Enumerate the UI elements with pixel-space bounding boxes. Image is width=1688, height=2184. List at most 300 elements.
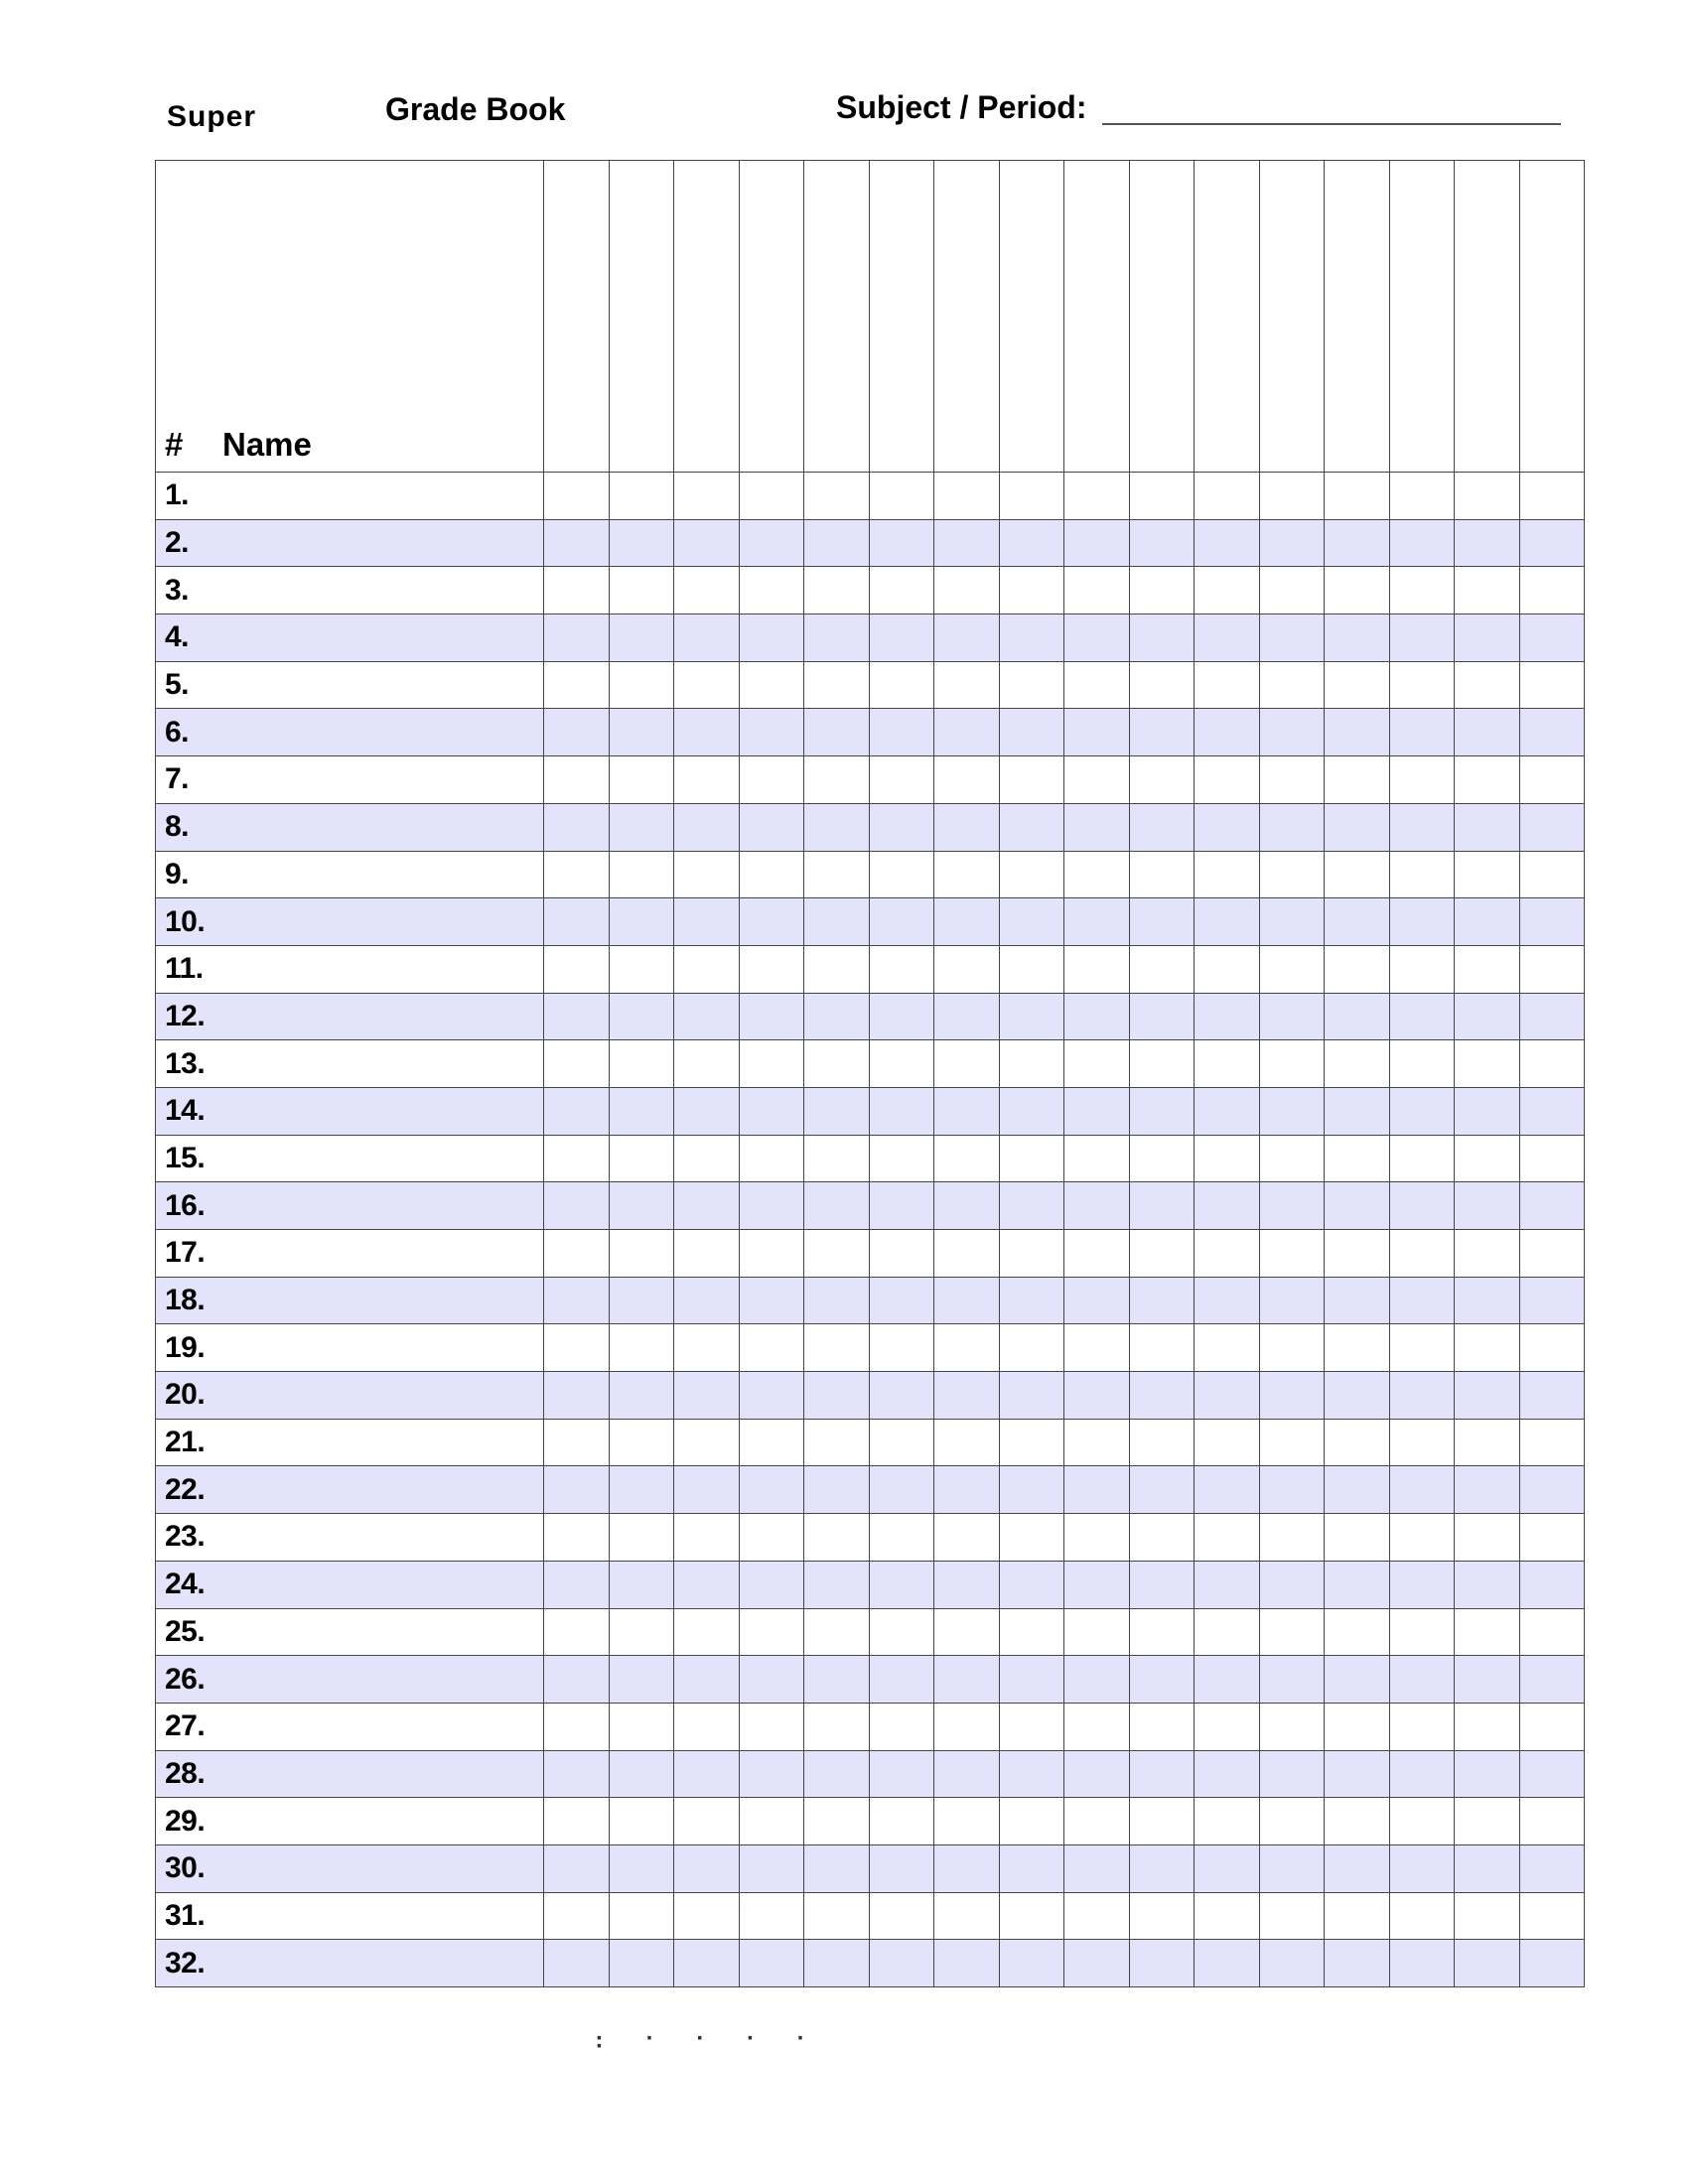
grade-cell[interactable] — [1195, 473, 1260, 520]
grade-cell[interactable] — [1389, 1514, 1455, 1562]
grade-cell[interactable] — [609, 1182, 674, 1230]
grade-cell[interactable] — [999, 1324, 1064, 1372]
grade-column-header[interactable] — [1455, 161, 1520, 473]
grade-cell[interactable] — [1519, 567, 1585, 614]
grade-cell[interactable] — [1455, 1182, 1520, 1230]
grade-cell[interactable] — [1129, 1608, 1195, 1656]
grade-cell[interactable] — [739, 1087, 804, 1135]
grade-cell[interactable] — [934, 993, 1000, 1040]
grade-cell[interactable] — [934, 519, 1000, 567]
grade-cell[interactable] — [804, 709, 870, 756]
grade-cell[interactable] — [1325, 1087, 1390, 1135]
grade-cell[interactable] — [1389, 1182, 1455, 1230]
grade-cell[interactable] — [1129, 709, 1195, 756]
grade-cell[interactable] — [1195, 519, 1260, 567]
grade-cell[interactable] — [804, 993, 870, 1040]
grade-cell[interactable] — [1455, 519, 1520, 567]
grade-cell[interactable] — [1259, 519, 1325, 567]
grade-cell[interactable] — [869, 519, 934, 567]
grade-cell[interactable] — [934, 1940, 1000, 1987]
grade-cell[interactable] — [544, 661, 610, 709]
grade-cell[interactable] — [1455, 1372, 1520, 1420]
grade-cell[interactable] — [1064, 661, 1130, 709]
grade-cell[interactable] — [739, 661, 804, 709]
grade-cell[interactable] — [1129, 473, 1195, 520]
student-name-cell[interactable]: 28. — [156, 1750, 544, 1798]
grade-cell[interactable] — [1519, 1324, 1585, 1372]
grade-cell[interactable] — [999, 756, 1064, 804]
grade-cell[interactable] — [674, 614, 740, 662]
grade-cell[interactable] — [1259, 1040, 1325, 1088]
grade-cell[interactable] — [869, 614, 934, 662]
grade-cell[interactable] — [1455, 756, 1520, 804]
grade-cell[interactable] — [1455, 945, 1520, 993]
grade-cell[interactable] — [1325, 803, 1390, 851]
grade-cell[interactable] — [1259, 1844, 1325, 1892]
grade-cell[interactable] — [934, 661, 1000, 709]
grade-cell[interactable] — [674, 519, 740, 567]
student-name-cell[interactable]: 24. — [156, 1561, 544, 1608]
grade-cell[interactable] — [544, 1182, 610, 1230]
grade-cell[interactable] — [1259, 1892, 1325, 1940]
grade-cell[interactable] — [1455, 1230, 1520, 1278]
grade-cell[interactable] — [1519, 803, 1585, 851]
grade-cell[interactable] — [1064, 1466, 1130, 1514]
grade-cell[interactable] — [1259, 993, 1325, 1040]
grade-cell[interactable] — [544, 1324, 610, 1372]
grade-cell[interactable] — [934, 1703, 1000, 1750]
grade-cell[interactable] — [1325, 945, 1390, 993]
student-name-cell[interactable]: 25. — [156, 1608, 544, 1656]
grade-cell[interactable] — [1195, 1230, 1260, 1278]
grade-cell[interactable] — [1259, 1182, 1325, 1230]
student-name-cell[interactable]: 2. — [156, 519, 544, 567]
grade-cell[interactable] — [544, 1656, 610, 1704]
student-name-cell[interactable]: 23. — [156, 1514, 544, 1562]
grade-cell[interactable] — [1389, 1561, 1455, 1608]
grade-cell[interactable] — [674, 1466, 740, 1514]
grade-cell[interactable] — [1325, 898, 1390, 946]
grade-cell[interactable] — [739, 1324, 804, 1372]
grade-cell[interactable] — [804, 1750, 870, 1798]
grade-cell[interactable] — [1129, 661, 1195, 709]
grade-cell[interactable] — [1064, 1277, 1130, 1324]
student-name-cell[interactable]: 12. — [156, 993, 544, 1040]
grade-cell[interactable] — [674, 1324, 740, 1372]
grade-cell[interactable] — [1455, 1656, 1520, 1704]
grade-cell[interactable] — [804, 1608, 870, 1656]
grade-cell[interactable] — [739, 1892, 804, 1940]
grade-cell[interactable] — [1519, 1844, 1585, 1892]
grade-cell[interactable] — [609, 1040, 674, 1088]
grade-cell[interactable] — [1195, 709, 1260, 756]
grade-cell[interactable] — [934, 1466, 1000, 1514]
grade-cell[interactable] — [609, 756, 674, 804]
grade-cell[interactable] — [1519, 1277, 1585, 1324]
grade-cell[interactable] — [739, 1135, 804, 1182]
student-name-cell[interactable]: 10. — [156, 898, 544, 946]
grade-cell[interactable] — [1389, 1135, 1455, 1182]
grade-cell[interactable] — [1389, 1466, 1455, 1514]
grade-cell[interactable] — [934, 473, 1000, 520]
grade-cell[interactable] — [609, 803, 674, 851]
grade-cell[interactable] — [1195, 1087, 1260, 1135]
grade-cell[interactable] — [999, 1419, 1064, 1466]
grade-cell[interactable] — [544, 1277, 610, 1324]
grade-cell[interactable] — [1129, 1230, 1195, 1278]
student-name-cell[interactable]: 14. — [156, 1087, 544, 1135]
student-name-cell[interactable]: 16. — [156, 1182, 544, 1230]
grade-cell[interactable] — [804, 1798, 870, 1845]
grade-cell[interactable] — [869, 1798, 934, 1845]
grade-column-header[interactable] — [609, 161, 674, 473]
grade-cell[interactable] — [1325, 519, 1390, 567]
grade-cell[interactable] — [1455, 803, 1520, 851]
student-name-cell[interactable]: 4. — [156, 614, 544, 662]
grade-cell[interactable] — [674, 1798, 740, 1845]
grade-cell[interactable] — [1325, 1040, 1390, 1088]
grade-cell[interactable] — [739, 1372, 804, 1420]
grade-cell[interactable] — [1259, 1087, 1325, 1135]
grade-cell[interactable] — [1389, 1798, 1455, 1845]
grade-cell[interactable] — [1325, 1277, 1390, 1324]
grade-cell[interactable] — [869, 1514, 934, 1562]
grade-cell[interactable] — [1325, 1798, 1390, 1845]
grade-cell[interactable] — [999, 614, 1064, 662]
grade-cell[interactable] — [804, 1892, 870, 1940]
grade-cell[interactable] — [674, 1703, 740, 1750]
grade-cell[interactable] — [739, 567, 804, 614]
student-name-cell[interactable]: 20. — [156, 1372, 544, 1420]
grade-cell[interactable] — [999, 567, 1064, 614]
grade-cell[interactable] — [1064, 945, 1130, 993]
grade-cell[interactable] — [1519, 473, 1585, 520]
grade-cell[interactable] — [1455, 898, 1520, 946]
student-name-cell[interactable]: 15. — [156, 1135, 544, 1182]
grade-cell[interactable] — [1064, 756, 1130, 804]
grade-cell[interactable] — [1064, 1040, 1130, 1088]
grade-cell[interactable] — [739, 1514, 804, 1562]
grade-column-header[interactable] — [934, 161, 1000, 473]
grade-cell[interactable] — [1259, 1324, 1325, 1372]
grade-cell[interactable] — [934, 1750, 1000, 1798]
grade-cell[interactable] — [1389, 473, 1455, 520]
grade-cell[interactable] — [1455, 1514, 1520, 1562]
grade-cell[interactable] — [609, 1087, 674, 1135]
grade-cell[interactable] — [1389, 567, 1455, 614]
grade-cell[interactable] — [1519, 993, 1585, 1040]
grade-cell[interactable] — [869, 1277, 934, 1324]
grade-cell[interactable] — [999, 1514, 1064, 1562]
grade-cell[interactable] — [999, 1372, 1064, 1420]
grade-cell[interactable] — [1259, 1750, 1325, 1798]
grade-cell[interactable] — [869, 851, 934, 898]
student-name-cell[interactable]: 22. — [156, 1466, 544, 1514]
grade-cell[interactable] — [1129, 1182, 1195, 1230]
grade-cell[interactable] — [739, 1466, 804, 1514]
grade-column-header[interactable] — [1325, 161, 1390, 473]
grade-cell[interactable] — [674, 1561, 740, 1608]
grade-cell[interactable] — [1129, 1892, 1195, 1940]
grade-cell[interactable] — [1129, 567, 1195, 614]
student-name-cell[interactable]: 7. — [156, 756, 544, 804]
grade-cell[interactable] — [1195, 1892, 1260, 1940]
grade-cell[interactable] — [804, 803, 870, 851]
grade-cell[interactable] — [1259, 898, 1325, 946]
grade-cell[interactable] — [674, 1182, 740, 1230]
grade-cell[interactable] — [1389, 1656, 1455, 1704]
grade-cell[interactable] — [609, 945, 674, 993]
grade-cell[interactable] — [999, 1277, 1064, 1324]
grade-cell[interactable] — [1325, 1372, 1390, 1420]
student-name-cell[interactable]: 18. — [156, 1277, 544, 1324]
grade-cell[interactable] — [999, 1087, 1064, 1135]
grade-cell[interactable] — [674, 1750, 740, 1798]
grade-cell[interactable] — [544, 1703, 610, 1750]
grade-column-header[interactable] — [1389, 161, 1455, 473]
grade-cell[interactable] — [1195, 993, 1260, 1040]
grade-cell[interactable] — [544, 756, 610, 804]
grade-cell[interactable] — [1195, 1324, 1260, 1372]
grade-cell[interactable] — [1519, 1230, 1585, 1278]
grade-cell[interactable] — [804, 473, 870, 520]
grade-cell[interactable] — [804, 1656, 870, 1704]
grade-cell[interactable] — [1129, 756, 1195, 804]
student-name-cell[interactable]: 19. — [156, 1324, 544, 1372]
grade-cell[interactable] — [739, 1703, 804, 1750]
grade-cell[interactable] — [1195, 1040, 1260, 1088]
grade-cell[interactable] — [804, 898, 870, 946]
grade-cell[interactable] — [609, 851, 674, 898]
grade-cell[interactable] — [1389, 1087, 1455, 1135]
grade-cell[interactable] — [609, 1372, 674, 1420]
grade-cell[interactable] — [1455, 1750, 1520, 1798]
grade-cell[interactable] — [1325, 1750, 1390, 1798]
grade-cell[interactable] — [1325, 709, 1390, 756]
grade-cell[interactable] — [1195, 1135, 1260, 1182]
grade-cell[interactable] — [544, 1230, 610, 1278]
student-name-cell[interactable]: 32. — [156, 1940, 544, 1987]
grade-cell[interactable] — [934, 1230, 1000, 1278]
grade-cell[interactable] — [674, 851, 740, 898]
grade-cell[interactable] — [1519, 1040, 1585, 1088]
grade-cell[interactable] — [1129, 1040, 1195, 1088]
grade-cell[interactable] — [544, 1087, 610, 1135]
grade-cell[interactable] — [1389, 1040, 1455, 1088]
grade-cell[interactable] — [804, 1277, 870, 1324]
grade-cell[interactable] — [1325, 1324, 1390, 1372]
grade-cell[interactable] — [1325, 614, 1390, 662]
grade-cell[interactable] — [934, 567, 1000, 614]
grade-cell[interactable] — [869, 945, 934, 993]
grade-cell[interactable] — [1129, 1940, 1195, 1987]
grade-cell[interactable] — [999, 1466, 1064, 1514]
student-name-cell[interactable]: 6. — [156, 709, 544, 756]
grade-cell[interactable] — [609, 614, 674, 662]
grade-cell[interactable] — [1129, 1135, 1195, 1182]
grade-cell[interactable] — [804, 567, 870, 614]
grade-cell[interactable] — [869, 1703, 934, 1750]
grade-cell[interactable] — [999, 1561, 1064, 1608]
grade-cell[interactable] — [1389, 1892, 1455, 1940]
grade-cell[interactable] — [1064, 1135, 1130, 1182]
grade-cell[interactable] — [1389, 803, 1455, 851]
grade-cell[interactable] — [1455, 709, 1520, 756]
grade-cell[interactable] — [1195, 803, 1260, 851]
grade-cell[interactable] — [804, 661, 870, 709]
grade-cell[interactable] — [1519, 614, 1585, 662]
student-name-cell[interactable]: 8. — [156, 803, 544, 851]
grade-cell[interactable] — [739, 898, 804, 946]
grade-cell[interactable] — [999, 519, 1064, 567]
grade-cell[interactable] — [934, 1087, 1000, 1135]
grade-cell[interactable] — [1129, 1466, 1195, 1514]
grade-cell[interactable] — [1519, 1750, 1585, 1798]
grade-cell[interactable] — [739, 1844, 804, 1892]
grade-cell[interactable] — [869, 1230, 934, 1278]
grade-cell[interactable] — [1195, 614, 1260, 662]
grade-cell[interactable] — [739, 1608, 804, 1656]
grade-cell[interactable] — [1455, 661, 1520, 709]
grade-cell[interactable] — [934, 1324, 1000, 1372]
grade-cell[interactable] — [1455, 1277, 1520, 1324]
grade-cell[interactable] — [1389, 1703, 1455, 1750]
grade-cell[interactable] — [1389, 519, 1455, 567]
student-name-cell[interactable]: 29. — [156, 1798, 544, 1845]
grade-cell[interactable] — [1389, 1750, 1455, 1798]
grade-cell[interactable] — [1389, 1372, 1455, 1420]
grade-cell[interactable] — [934, 1798, 1000, 1845]
grade-cell[interactable] — [869, 1844, 934, 1892]
grade-cell[interactable] — [1064, 1182, 1130, 1230]
grade-cell[interactable] — [869, 898, 934, 946]
grade-cell[interactable] — [804, 1514, 870, 1562]
grade-cell[interactable] — [674, 1040, 740, 1088]
grade-cell[interactable] — [1325, 1514, 1390, 1562]
student-name-cell[interactable]: 17. — [156, 1230, 544, 1278]
grade-cell[interactable] — [999, 1656, 1064, 1704]
grade-cell[interactable] — [1389, 1324, 1455, 1372]
grade-cell[interactable] — [1259, 1798, 1325, 1845]
grade-cell[interactable] — [674, 803, 740, 851]
grade-column-header[interactable] — [804, 161, 870, 473]
grade-cell[interactable] — [1455, 1703, 1520, 1750]
grade-cell[interactable] — [1455, 567, 1520, 614]
grade-cell[interactable] — [804, 756, 870, 804]
grade-cell[interactable] — [1325, 1230, 1390, 1278]
grade-cell[interactable] — [934, 1561, 1000, 1608]
grade-cell[interactable] — [609, 1230, 674, 1278]
grade-cell[interactable] — [934, 614, 1000, 662]
grade-cell[interactable] — [544, 1135, 610, 1182]
grade-cell[interactable] — [1064, 993, 1130, 1040]
grade-cell[interactable] — [1195, 1750, 1260, 1798]
grade-cell[interactable] — [739, 1230, 804, 1278]
grade-cell[interactable] — [1195, 851, 1260, 898]
grade-cell[interactable] — [804, 851, 870, 898]
grade-cell[interactable] — [1259, 945, 1325, 993]
grade-cell[interactable] — [739, 1750, 804, 1798]
grade-cell[interactable] — [609, 473, 674, 520]
grade-cell[interactable] — [739, 1040, 804, 1088]
grade-cell[interactable] — [934, 851, 1000, 898]
grade-cell[interactable] — [1519, 1892, 1585, 1940]
grade-cell[interactable] — [1389, 1277, 1455, 1324]
grade-cell[interactable] — [544, 945, 610, 993]
grade-cell[interactable] — [869, 993, 934, 1040]
grade-column-header[interactable] — [1129, 161, 1195, 473]
grade-cell[interactable] — [1389, 661, 1455, 709]
grade-cell[interactable] — [934, 1514, 1000, 1562]
grade-cell[interactable] — [1259, 756, 1325, 804]
grade-cell[interactable] — [544, 1940, 610, 1987]
grade-column-header[interactable] — [999, 161, 1064, 473]
grade-cell[interactable] — [674, 1419, 740, 1466]
grade-cell[interactable] — [1129, 993, 1195, 1040]
grade-cell[interactable] — [609, 1514, 674, 1562]
grade-cell[interactable] — [869, 1182, 934, 1230]
grade-cell[interactable] — [1259, 1940, 1325, 1987]
grade-cell[interactable] — [804, 1940, 870, 1987]
subject-period-input-line[interactable] — [1102, 123, 1561, 125]
grade-cell[interactable] — [609, 1940, 674, 1987]
grade-cell[interactable] — [1455, 1135, 1520, 1182]
grade-cell[interactable] — [1064, 1608, 1130, 1656]
student-name-cell[interactable]: 3. — [156, 567, 544, 614]
grade-cell[interactable] — [1455, 1798, 1520, 1845]
grade-cell[interactable] — [1325, 1466, 1390, 1514]
grade-cell[interactable] — [1519, 1703, 1585, 1750]
grade-cell[interactable] — [999, 1892, 1064, 1940]
grade-cell[interactable] — [934, 1040, 1000, 1088]
grade-cell[interactable] — [1325, 1608, 1390, 1656]
student-name-cell[interactable]: 11. — [156, 945, 544, 993]
grade-cell[interactable] — [1259, 1135, 1325, 1182]
grade-cell[interactable] — [999, 1135, 1064, 1182]
grade-cell[interactable] — [1064, 1372, 1130, 1420]
grade-cell[interactable] — [1064, 1230, 1130, 1278]
grade-cell[interactable] — [1129, 1561, 1195, 1608]
grade-cell[interactable] — [999, 661, 1064, 709]
grade-cell[interactable] — [544, 519, 610, 567]
grade-cell[interactable] — [804, 614, 870, 662]
grade-cell[interactable] — [869, 1372, 934, 1420]
grade-cell[interactable] — [1389, 1419, 1455, 1466]
grade-cell[interactable] — [1519, 1940, 1585, 1987]
grade-cell[interactable] — [1455, 1892, 1520, 1940]
grade-cell[interactable] — [1519, 851, 1585, 898]
grade-cell[interactable] — [544, 1419, 610, 1466]
grade-cell[interactable] — [609, 1608, 674, 1656]
grade-cell[interactable] — [544, 1844, 610, 1892]
grade-cell[interactable] — [739, 614, 804, 662]
grade-cell[interactable] — [869, 473, 934, 520]
grade-cell[interactable] — [1519, 661, 1585, 709]
grade-cell[interactable] — [999, 993, 1064, 1040]
grade-cell[interactable] — [1325, 1892, 1390, 1940]
grade-cell[interactable] — [1064, 473, 1130, 520]
grade-cell[interactable] — [869, 1892, 934, 1940]
grade-cell[interactable] — [1129, 1419, 1195, 1466]
grade-column-header[interactable] — [1195, 161, 1260, 473]
grade-cell[interactable] — [1195, 1561, 1260, 1608]
grade-cell[interactable] — [804, 1703, 870, 1750]
grade-cell[interactable] — [674, 1844, 740, 1892]
grade-cell[interactable] — [1129, 898, 1195, 946]
grade-cell[interactable] — [1064, 567, 1130, 614]
grade-cell[interactable] — [1064, 1561, 1130, 1608]
grade-cell[interactable] — [544, 567, 610, 614]
